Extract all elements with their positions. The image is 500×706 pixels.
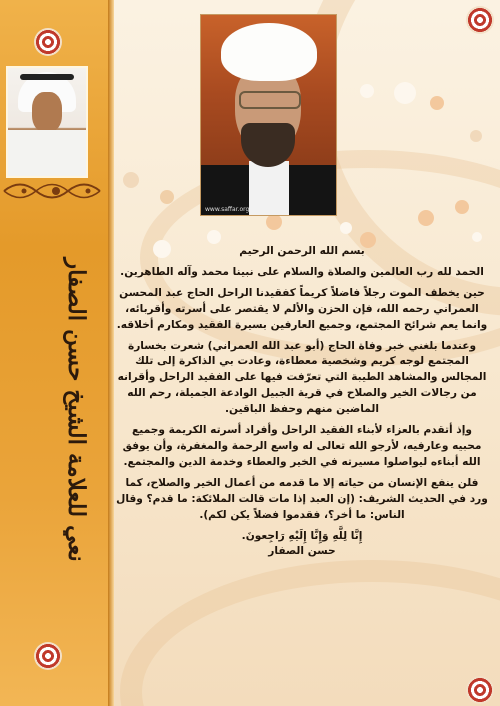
photo-cloth (8, 130, 86, 178)
decor-dot (470, 130, 482, 142)
sidebar-title: نعي للعلامة الشيخ حسن الصفار (63, 258, 90, 562)
target-icon (466, 676, 494, 704)
background-swirl (120, 560, 500, 706)
signature: حسن الصفار (268, 545, 336, 558)
photo-glasses (239, 91, 301, 109)
photo-caption: www.saffar.org (205, 206, 250, 213)
obituary-text (116, 244, 488, 565)
decor-dot (340, 222, 352, 234)
opening-line: الحمد لله رب العالمين والصلاة والسلام على نبينا محمد وآله الطاهرين. (120, 265, 484, 278)
decor-dot (472, 232, 482, 242)
quran-verse: إِنَّا لِلَّهِ وَإِنَّا إِلَيْهِ رَاجِعونَ. (241, 529, 363, 542)
sidebar-edge (108, 0, 114, 706)
decor-dot (455, 200, 469, 214)
target-icon (466, 6, 494, 34)
photo-agal (20, 74, 74, 80)
target-icon (34, 28, 62, 56)
paragraph-2: وعندما بلغني خبر وفاة الحاج (أبو عبد الله العمراني) شعرت بخسارة المجتمع لوجه كريم وشخصية معطاءة، وعادت بي الذاكرة إلى تلك المجالس والمشاهد الطيبة التي تعرّفت فيها على الفقيد الراحل وأقرانه من رجالات الخير والصلاح في قرية الجبيل الوادعة الجميلة، رحم الله الماضين منهم وحفظ الباقين. (117, 339, 487, 416)
deceased-photo (6, 66, 88, 178)
decor-dot (418, 210, 434, 226)
ornament-icon (0, 176, 112, 206)
decor-dot (207, 230, 221, 244)
sheikh-photo (200, 14, 337, 216)
decor-dot (394, 82, 416, 104)
paragraph-3: وإذ أتقدم بالعزاء لأبناء الفقيد الراحل وأفراد أسرته الكريمة وجميع محبيه وعارفيه، لأرجو الله تعالى له واسع الرحمة والمغفرة، وأن يوفق الله أبناءه ليواصلوا مسيرته في الخير والعطاء وخدمة الدين والمجتمع. (122, 424, 482, 468)
decor-dot (266, 214, 282, 230)
decor-dot (160, 190, 174, 204)
photo-face (32, 92, 62, 132)
decor-dot (430, 96, 444, 110)
decor-dot (123, 172, 139, 188)
photo-turban (221, 23, 317, 81)
basmala: بسم الله الرحمن الرحيم (239, 245, 365, 257)
target-icon (34, 642, 62, 670)
decor-dot (360, 84, 374, 98)
photo-collar (249, 161, 289, 215)
paragraph-1: حين يخطف الموت رجلاً فاضلاً كريماً كفقيدنا الراحل الحاج عبد المحسن العمراني رحمه الله، فإن الحزن والألم لا يقتصر على أسرته وأقربائه، وانما يعم شرائح المجتمع، وجميع العارفين بسيرة الفقيد ومكارم أخلاقه. (116, 286, 488, 331)
paragraph-4: فلن ينفع الإنسان من حياته إلا ما قدمه من أعمال الخير والصلاح، كما ورد في الحديث الشريف: (إن العبد إذا مات قالت الملائكة: ما قدم؟ وقال الناس: ما أخر؟، فقدموا فضلاً يكن لكم). (116, 476, 488, 521)
